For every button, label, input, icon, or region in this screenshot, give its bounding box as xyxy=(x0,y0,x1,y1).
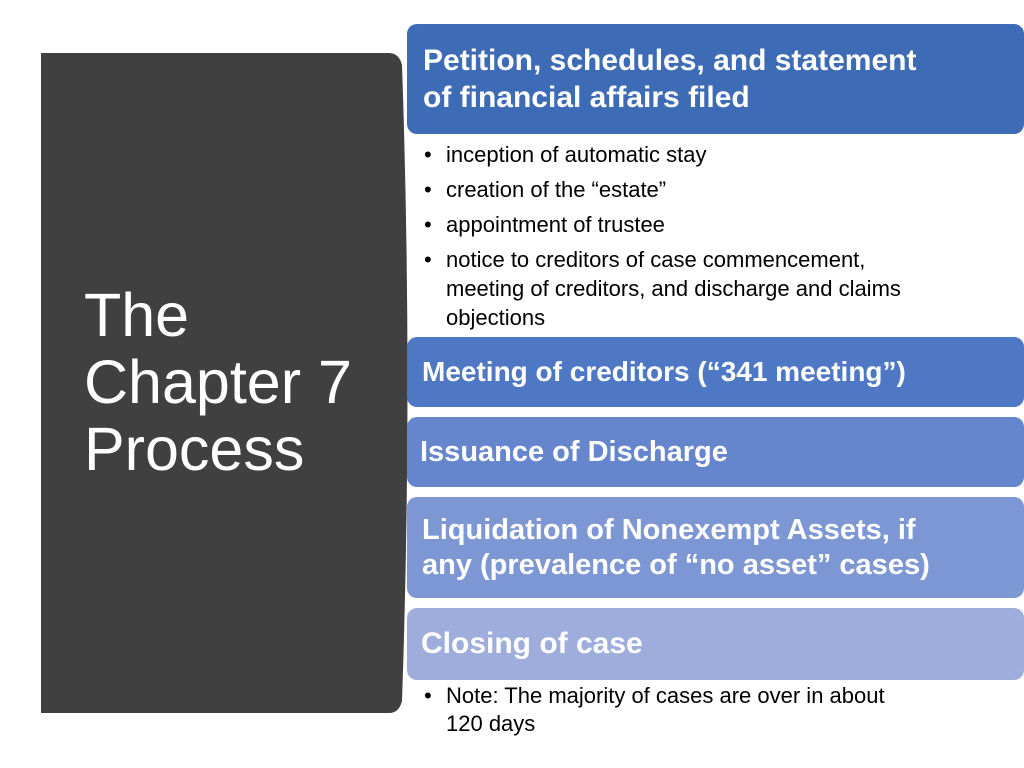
note-line-1: • Note: The majority of cases are over in about xyxy=(446,683,885,708)
detail-automatic-stay xyxy=(424,140,1019,170)
slide-title xyxy=(84,282,384,483)
step-4-line-1: Liquidation of Nonexempt Assets, if xyxy=(422,513,916,546)
title-panel xyxy=(41,53,411,713)
detail-trustee xyxy=(424,210,1019,240)
step-1-details xyxy=(424,140,1019,332)
detail-4-line-1: • notice to creditors of case commencement, xyxy=(446,247,866,272)
step-2-line-1: Meeting of creditors (“341 meeting”) xyxy=(422,356,906,387)
detail-case-duration-note xyxy=(424,682,1019,738)
step-1-line-1: Petition, schedules, and statement xyxy=(423,44,917,77)
step-5-line-1: Closing of case xyxy=(421,627,643,660)
slide-title-line-2: Chapter 7 xyxy=(84,348,352,416)
detail-notice-to-creditors xyxy=(424,245,1019,332)
detail-4-line-3: objections xyxy=(446,305,546,330)
step-liquidation-of-assets xyxy=(407,497,1024,598)
step-petition-filed xyxy=(407,24,1024,134)
step-issuance-of-discharge xyxy=(407,417,1024,487)
detail-2-line-1: • creation of the “estate” xyxy=(446,177,667,202)
note-line-2: 120 days xyxy=(446,711,536,736)
detail-4-line-2: meeting of creditors, and discharge and claims xyxy=(446,276,901,301)
step-meeting-of-creditors xyxy=(407,337,1024,407)
step-1-line-2: of financial affairs filed xyxy=(423,81,750,114)
slide-title-line-3: Process xyxy=(84,415,305,483)
step-4-line-2: any (prevalence of “no asset” cases) xyxy=(422,548,930,581)
step-closing-of-case xyxy=(407,608,1024,680)
detail-3-line-1: • appointment of trustee xyxy=(446,212,665,237)
step-5-details xyxy=(424,682,1019,738)
detail-1-line-1: • inception of automatic stay xyxy=(446,142,707,167)
step-3-line-1: Issuance of Discharge xyxy=(420,436,728,468)
detail-estate xyxy=(424,175,1019,205)
slide-title-line-1: The xyxy=(84,281,190,349)
